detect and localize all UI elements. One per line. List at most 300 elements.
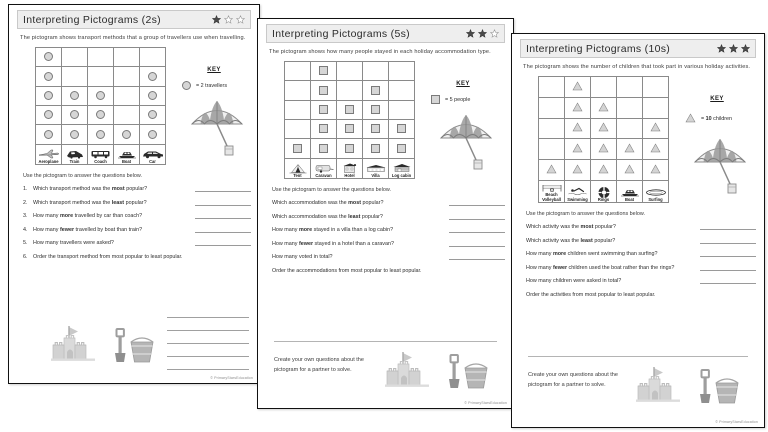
pictogram-cell bbox=[565, 97, 591, 118]
question-number: 2. bbox=[23, 199, 28, 206]
question-row-4 bbox=[23, 227, 251, 233]
pictogram-cell bbox=[114, 48, 140, 67]
pictogram-cell bbox=[337, 119, 363, 138]
difficulty-stars bbox=[466, 29, 499, 38]
category-label: Train bbox=[69, 158, 80, 164]
copyright-notice: © PrimaryStarsEducation bbox=[210, 376, 253, 380]
pictogram-symbol-circle bbox=[44, 130, 53, 139]
pictogram-cell bbox=[337, 62, 363, 81]
category-label: Coach bbox=[94, 158, 107, 164]
worksheet-intro: The pictogram shows how many people stayed in each holiday accommodation type. bbox=[269, 49, 491, 55]
beach-umbrella-icon bbox=[691, 136, 749, 203]
sandcastle-icon bbox=[383, 349, 431, 396]
pictogram-cell bbox=[114, 86, 140, 105]
pictogram-cell bbox=[311, 119, 337, 138]
difficulty-star-3 bbox=[490, 29, 499, 38]
pictogram-label-boat bbox=[114, 144, 140, 164]
pictogram-label-row bbox=[36, 144, 166, 164]
pictogram-table bbox=[35, 47, 166, 165]
pictogram-cell bbox=[62, 48, 88, 67]
pictogram-row bbox=[539, 139, 669, 160]
pictogram-symbol-triangle bbox=[624, 140, 635, 158]
question-text: How many travellers were asked? bbox=[33, 240, 114, 246]
pictogram-cell bbox=[36, 105, 62, 124]
pictogram-cell bbox=[363, 100, 389, 119]
pictogram-cell bbox=[140, 125, 166, 144]
sandcastle-icon bbox=[634, 364, 682, 411]
key-row bbox=[685, 110, 749, 128]
pictogram-label-rings bbox=[591, 180, 617, 202]
category-label: Villa bbox=[371, 172, 380, 178]
pictogram-symbol-triangle bbox=[546, 161, 557, 179]
question-row-3 bbox=[526, 251, 756, 257]
worksheet-titlebar bbox=[17, 10, 251, 29]
pictogram-cell bbox=[643, 139, 669, 160]
bucket-and-spade-icon bbox=[447, 351, 491, 396]
answer-blank-1[interactable] bbox=[700, 224, 756, 230]
question-text: Order the activities from most popular to least popular. bbox=[526, 291, 656, 298]
pictogram-symbol-triangle bbox=[650, 140, 661, 158]
answer-blank-3[interactable] bbox=[195, 213, 251, 219]
pictogram-cell bbox=[140, 86, 166, 105]
category-label: Beach Volleyball bbox=[542, 192, 561, 202]
pictogram-symbol-triangle bbox=[624, 161, 635, 179]
pictogram-cell bbox=[617, 97, 643, 118]
question-row-5 bbox=[23, 240, 251, 246]
question-text: Order the transport method from most popular to least popular. bbox=[33, 253, 183, 260]
worksheet-title: Interpreting Pictograms (2s) bbox=[23, 13, 161, 26]
pictogram-cell bbox=[539, 139, 565, 160]
difficulty-stars bbox=[717, 44, 750, 53]
question-text: How many voted in total? bbox=[272, 254, 333, 260]
worksheet-sheet-5s bbox=[257, 18, 514, 409]
beach-umbrella-icon bbox=[437, 112, 495, 179]
pictogram-row bbox=[539, 97, 669, 118]
question-text: Which activity was the most popular? bbox=[526, 224, 616, 230]
difficulty-star-1 bbox=[466, 29, 475, 38]
key-value-text: = 5 people bbox=[445, 96, 471, 103]
pictogram-area bbox=[520, 76, 756, 203]
answer-line-3[interactable] bbox=[167, 331, 249, 344]
pictogram-table bbox=[284, 61, 415, 179]
category-label: Aeroplane bbox=[38, 158, 59, 164]
pictogram-row bbox=[36, 105, 166, 124]
pictogram-cell bbox=[337, 139, 363, 158]
answer-blank-3[interactable] bbox=[700, 251, 756, 257]
question-row-1 bbox=[23, 186, 251, 192]
instructions-line: Use the pictogram to answer the questions below. bbox=[526, 211, 645, 217]
question-text: How many more children went swimming than surfing? bbox=[526, 251, 658, 257]
pictogram-cell bbox=[285, 119, 311, 138]
question-row-6 bbox=[23, 254, 251, 260]
pictogram-symbol-square bbox=[319, 144, 328, 153]
pictogram-cell bbox=[285, 62, 311, 81]
pictogram-label-beach-volleyball bbox=[539, 180, 565, 202]
pictogram-symbol-circle bbox=[70, 110, 79, 119]
pictogram-cell bbox=[285, 100, 311, 119]
question-text: Order the accommodations from most popular to least popular. bbox=[272, 267, 422, 274]
question-row-5 bbox=[526, 278, 756, 284]
pictogram-cell bbox=[363, 62, 389, 81]
pictogram-row bbox=[539, 160, 669, 181]
pictogram-symbol-circle bbox=[96, 91, 105, 100]
question-row-4 bbox=[526, 265, 756, 271]
pictogram-symbol-triangle bbox=[650, 119, 661, 137]
pictogram-cell bbox=[591, 97, 617, 118]
pictogram-cell bbox=[114, 67, 140, 86]
pictogram-row bbox=[285, 62, 415, 81]
pictogram-symbol-square bbox=[319, 86, 328, 95]
difficulty-star-2 bbox=[478, 29, 487, 38]
pictogram-cell bbox=[643, 118, 669, 139]
pictogram-cell bbox=[591, 139, 617, 160]
pictogram-cell bbox=[389, 139, 415, 158]
pictogram-cell bbox=[88, 105, 114, 124]
pictogram-cell bbox=[36, 86, 62, 105]
pictogram-cell bbox=[311, 139, 337, 158]
pictogram-symbol-triangle bbox=[572, 78, 583, 96]
copyright-notice: © PrimaryStarsEducation bbox=[715, 420, 758, 424]
pictogram-symbol-square bbox=[397, 124, 406, 133]
category-label: Rings bbox=[597, 196, 610, 202]
pictogram-cell bbox=[539, 118, 565, 139]
pictogram-cell bbox=[36, 48, 62, 67]
pictogram-label-boat bbox=[617, 180, 643, 202]
pictogram-label-coach bbox=[88, 144, 114, 164]
pictogram-symbol-square bbox=[397, 144, 406, 153]
question-number: 1. bbox=[23, 186, 28, 192]
key-title: KEY bbox=[710, 96, 724, 102]
worksheet-title: Interpreting Pictograms (10s) bbox=[526, 42, 671, 55]
pictogram-cell bbox=[311, 62, 337, 81]
category-label: Surfing bbox=[648, 196, 663, 202]
pictogram-cell bbox=[36, 67, 62, 86]
key-row bbox=[182, 81, 246, 90]
pictogram-symbol-triangle bbox=[598, 161, 609, 179]
question-text: How many fewer stayed in a hotel than a caravan? bbox=[272, 240, 394, 247]
pictogram-label-villa bbox=[363, 158, 389, 178]
pictogram-row bbox=[285, 100, 415, 119]
category-label: Hotel bbox=[344, 172, 355, 178]
pictogram-cell bbox=[140, 48, 166, 67]
pictogram-cell bbox=[285, 81, 311, 100]
worksheet-intro: The pictogram shows transport methods that a group of travellers use when travelling. bbox=[20, 35, 246, 41]
section-divider bbox=[528, 356, 748, 357]
pictogram-cell bbox=[363, 119, 389, 138]
pictogram-symbol-square bbox=[345, 124, 354, 133]
pictogram-label-tent bbox=[285, 158, 311, 178]
answer-blank-2[interactable] bbox=[195, 200, 251, 206]
pictogram-cell bbox=[114, 125, 140, 144]
question-text: Which activity was the least popular? bbox=[526, 237, 616, 244]
create-line-1: Create your own questions about the bbox=[274, 357, 364, 363]
question-row-2 bbox=[272, 214, 505, 220]
pictogram-row bbox=[36, 48, 166, 67]
pictogram-symbol-square bbox=[319, 66, 328, 75]
key-box bbox=[431, 61, 495, 179]
difficulty-star-2 bbox=[224, 15, 233, 24]
key-row bbox=[431, 95, 495, 104]
question-text: How many more stayed in a villa than a log cabin? bbox=[272, 227, 394, 233]
pictogram-symbol-circle bbox=[182, 81, 191, 90]
difficulty-star-2 bbox=[729, 44, 738, 53]
pictogram-label-hotel bbox=[337, 158, 363, 178]
question-text: How many more travelled by car than coach? bbox=[33, 213, 143, 219]
pictogram-row bbox=[285, 81, 415, 100]
pictogram-symbol-circle bbox=[44, 91, 53, 100]
key-title: KEY bbox=[207, 67, 221, 73]
pictogram-cell bbox=[114, 105, 140, 124]
pictogram-cell bbox=[285, 139, 311, 158]
answer-line-4[interactable] bbox=[167, 344, 249, 357]
pictogram-row bbox=[36, 86, 166, 105]
category-label: Boat bbox=[121, 158, 132, 164]
question-list bbox=[526, 224, 756, 298]
answer-blank-4[interactable] bbox=[449, 241, 505, 247]
beach-illustration bbox=[383, 349, 491, 396]
question-number: 5. bbox=[23, 240, 28, 246]
pictogram-symbol-square bbox=[371, 124, 380, 133]
pictogram-cell bbox=[36, 125, 62, 144]
worksheet-intro: The pictogram shows the number of children that took part in various holiday activities. bbox=[523, 64, 751, 70]
question-row-2 bbox=[23, 200, 251, 206]
pictogram-label-caravan bbox=[311, 158, 337, 178]
pictogram-symbol-triangle bbox=[598, 140, 609, 158]
pictogram-cell bbox=[62, 125, 88, 144]
worksheet-titlebar bbox=[266, 24, 505, 43]
key-value-text: = 10 children bbox=[701, 116, 733, 122]
pictogram-cell bbox=[617, 139, 643, 160]
answer-blank-5[interactable] bbox=[195, 240, 251, 246]
pictogram-cell bbox=[88, 86, 114, 105]
pictogram-cell bbox=[62, 105, 88, 124]
pictogram-symbol-square bbox=[371, 86, 380, 95]
pictogram-label-surfing bbox=[643, 180, 669, 202]
pictogram-cell bbox=[337, 81, 363, 100]
create-line-2: pictogram for a partner to solve. bbox=[528, 382, 606, 389]
answer-blank-2[interactable] bbox=[449, 214, 505, 220]
pictogram-cell bbox=[337, 100, 363, 119]
pictogram-symbol-triangle bbox=[598, 99, 609, 117]
pictogram-symbol-circle bbox=[96, 110, 105, 119]
pictogram-table bbox=[538, 76, 669, 203]
pictogram-cell bbox=[311, 100, 337, 119]
question-row-2 bbox=[526, 238, 756, 244]
pictogram-cell bbox=[140, 67, 166, 86]
pictogram-symbol-square bbox=[319, 124, 328, 133]
key-title: KEY bbox=[456, 81, 470, 87]
pictogram-cell bbox=[363, 139, 389, 158]
pictogram-cell bbox=[389, 119, 415, 138]
difficulty-star-3 bbox=[741, 44, 750, 53]
pictogram-cell bbox=[617, 77, 643, 98]
pictogram-symbol-circle bbox=[148, 130, 157, 139]
pictogram-cell bbox=[389, 100, 415, 119]
copyright-notice: © PrimaryStarsEducation bbox=[464, 401, 507, 405]
pictogram-label-row bbox=[539, 180, 669, 202]
pictogram-row bbox=[36, 125, 166, 144]
pictogram-cell bbox=[88, 125, 114, 144]
pictogram-label-swimming bbox=[565, 180, 591, 202]
answer-line-2[interactable] bbox=[167, 318, 249, 331]
pictogram-symbol-circle bbox=[44, 72, 53, 81]
pictogram-row bbox=[539, 77, 669, 98]
pictogram-symbol-triangle bbox=[650, 161, 661, 179]
pictogram-cell bbox=[389, 62, 415, 81]
pictogram-label-train bbox=[62, 144, 88, 164]
pictogram-symbol-circle bbox=[44, 110, 53, 119]
pictogram-symbol-square bbox=[345, 105, 354, 114]
question-row-6 bbox=[526, 292, 756, 298]
worksheet-sheet-2s bbox=[8, 4, 260, 384]
instructions-line: Use the pictogram to answer the questions below. bbox=[272, 187, 391, 193]
category-label: Car bbox=[149, 158, 156, 164]
pictogram-cell bbox=[62, 67, 88, 86]
pictogram-cell bbox=[565, 118, 591, 139]
pictogram-cell bbox=[62, 86, 88, 105]
pictogram-cell bbox=[88, 67, 114, 86]
section-divider bbox=[274, 341, 497, 342]
pictogram-row bbox=[285, 119, 415, 138]
pictogram-area bbox=[266, 61, 505, 179]
answer-line-5[interactable] bbox=[167, 357, 249, 370]
question-row-1 bbox=[272, 200, 505, 206]
answer-line-1[interactable] bbox=[167, 305, 249, 318]
pictogram-symbol-triangle bbox=[572, 161, 583, 179]
answer-blank-1[interactable] bbox=[195, 186, 251, 192]
answer-blank-5[interactable] bbox=[449, 254, 505, 260]
pictogram-symbol-triangle bbox=[572, 119, 583, 137]
pictogram-symbol-square bbox=[431, 95, 440, 104]
create-line-2: pictogram for a partner to solve. bbox=[274, 367, 352, 374]
pictogram-cell bbox=[591, 118, 617, 139]
category-label: Swimming bbox=[567, 196, 588, 202]
answer-blank-1[interactable] bbox=[449, 200, 505, 206]
category-label: Tent bbox=[293, 172, 302, 178]
difficulty-star-1 bbox=[717, 44, 726, 53]
pictogram-symbol-circle bbox=[96, 130, 105, 139]
pictogram-cell bbox=[539, 97, 565, 118]
question-text: How many children were asked in total? bbox=[526, 278, 622, 284]
answer-blank-3[interactable] bbox=[449, 227, 505, 233]
pictogram-cell bbox=[565, 160, 591, 181]
pictogram-cell bbox=[591, 77, 617, 98]
category-label: Caravan bbox=[315, 172, 332, 178]
answer-blank-4[interactable] bbox=[700, 265, 756, 271]
worksheet-title: Interpreting Pictograms (5s) bbox=[272, 27, 410, 40]
create-line-1: Create your own questions about the bbox=[528, 372, 618, 378]
question-row-1 bbox=[526, 224, 756, 230]
pictogram-symbol-square bbox=[345, 144, 354, 153]
pictogram-symbol-triangle bbox=[685, 110, 696, 128]
create-own-questions-text bbox=[274, 355, 364, 376]
pictogram-cell bbox=[539, 160, 565, 181]
question-list bbox=[272, 200, 505, 274]
pictogram-row bbox=[539, 118, 669, 139]
pictogram-symbol-triangle bbox=[598, 119, 609, 137]
question-number: 6. bbox=[23, 253, 28, 260]
pictogram-cell bbox=[643, 160, 669, 181]
difficulty-star-1 bbox=[212, 15, 221, 24]
question-row-3 bbox=[23, 213, 251, 219]
worksheet-titlebar bbox=[520, 39, 756, 58]
key-value-text: = 2 travellers bbox=[196, 82, 228, 89]
pictogram-label-aeroplane bbox=[36, 144, 62, 164]
pictogram-cell bbox=[140, 105, 166, 124]
pictogram-cell bbox=[617, 118, 643, 139]
beach-umbrella-icon bbox=[188, 98, 246, 165]
question-text: Which accommodation was the least popular? bbox=[272, 213, 383, 220]
pictogram-area bbox=[17, 47, 251, 165]
pictogram-symbol-square bbox=[371, 105, 380, 114]
beach-illustration bbox=[49, 323, 157, 370]
question-text: Which transport method was the most popular? bbox=[33, 186, 148, 192]
pictogram-symbol-triangle bbox=[572, 99, 583, 117]
pictogram-symbol-circle bbox=[70, 91, 79, 100]
pictogram-cell bbox=[311, 81, 337, 100]
pictogram-cell bbox=[539, 77, 565, 98]
question-row-6 bbox=[272, 268, 505, 274]
pictogram-symbol-circle bbox=[148, 91, 157, 100]
question-text: How many fewer children used the boat rather than the rings? bbox=[526, 264, 675, 271]
pictogram-cell bbox=[88, 48, 114, 67]
beach-illustration bbox=[634, 364, 742, 411]
pictogram-cell bbox=[565, 139, 591, 160]
pictogram-symbol-square bbox=[293, 144, 302, 153]
pictogram-row bbox=[285, 139, 415, 158]
bucket-and-spade-icon bbox=[113, 325, 157, 370]
question-row-3 bbox=[272, 227, 505, 233]
pictogram-cell bbox=[643, 77, 669, 98]
question-text: Which accommodation was the most popular? bbox=[272, 200, 384, 206]
pictogram-symbol-circle bbox=[70, 130, 79, 139]
answer-blank-2[interactable] bbox=[700, 238, 756, 244]
question-number: 4. bbox=[23, 226, 28, 233]
pictogram-cell bbox=[389, 81, 415, 100]
answer-blank-5[interactable] bbox=[700, 278, 756, 284]
pictogram-label-log-cabin bbox=[389, 158, 415, 178]
pictogram-symbol-circle bbox=[148, 72, 157, 81]
pictogram-cell bbox=[643, 97, 669, 118]
question-row-5 bbox=[272, 254, 505, 260]
pictogram-symbol-circle bbox=[122, 130, 131, 139]
pictogram-label-row bbox=[285, 158, 415, 178]
pictogram-cell bbox=[591, 160, 617, 181]
pictogram-cell bbox=[363, 81, 389, 100]
question-row-4 bbox=[272, 241, 505, 247]
question-list bbox=[23, 186, 251, 260]
answer-lines-group bbox=[167, 305, 249, 370]
pictogram-row bbox=[36, 67, 166, 86]
sandcastle-icon bbox=[49, 323, 97, 370]
question-text: Which transport method was the least popular? bbox=[33, 199, 147, 206]
difficulty-star-3 bbox=[236, 15, 245, 24]
pictogram-symbol-square bbox=[319, 105, 328, 114]
category-label: Log cabin bbox=[391, 172, 412, 178]
pictogram-label-car bbox=[140, 144, 166, 164]
bucket-and-spade-icon bbox=[698, 366, 742, 411]
question-number: 3. bbox=[23, 213, 28, 219]
worksheet-sheet-10s bbox=[511, 33, 765, 428]
question-text: How many fewer travelled by boat than train? bbox=[33, 226, 143, 233]
category-label: Boat bbox=[624, 196, 635, 202]
key-box bbox=[182, 47, 246, 165]
pictogram-cell bbox=[565, 77, 591, 98]
pictogram-symbol-triangle bbox=[572, 140, 583, 158]
answer-blank-4[interactable] bbox=[195, 227, 251, 233]
pictogram-symbol-circle bbox=[148, 110, 157, 119]
instructions-line: Use the pictogram to answer the questions below. bbox=[23, 173, 142, 179]
